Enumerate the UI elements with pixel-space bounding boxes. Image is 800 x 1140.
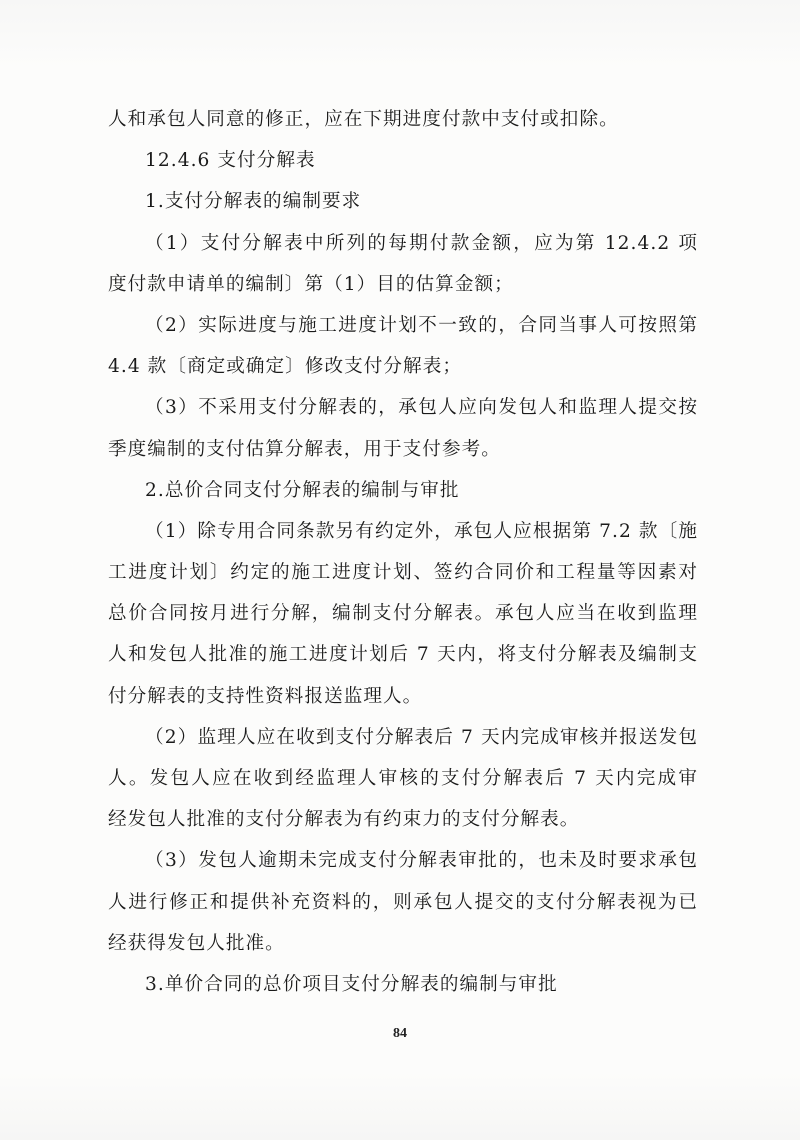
subsection-heading: 1.支付分解表的编制要求 xyxy=(145,191,362,213)
text-line: 付分解表的支持性资料报送监理人。 xyxy=(108,685,423,707)
text-line: 人和承包人同意的修正，应在下期进度付款中支付或扣除。 xyxy=(108,109,619,130)
text-line: 季度编制的支付估算分解表，用于支付参考。 xyxy=(108,438,501,460)
text-line: （3）不采用支付分解表的，承包人应向发包人和监理人提交按 xyxy=(145,397,698,419)
text-line: 4.4 款〔商定或确定〕修改支付分解表； xyxy=(108,356,462,378)
text-line: （2）监理人应在收到支付分解表后 7 天内完成审核并报送发包 xyxy=(145,726,698,748)
text-line: 经获得发包人批准。 xyxy=(108,932,285,954)
text-line: （1）支付分解表中所列的每期付款金额，应为第 12.4.2 项 xyxy=(145,232,698,254)
text-line: 度付款申请单的编制〕第（1）目的估算金额； xyxy=(108,273,514,295)
section-heading: 12.4.6 支付分解表 xyxy=(145,150,316,172)
subsection-heading: 2.总价合同支付分解表的编制与审批 xyxy=(145,479,460,501)
text-line: 总价合同按月进行分解，编制支付分解表。承包人应当在收到监理 xyxy=(108,603,698,625)
document-body xyxy=(108,99,698,1005)
text-line: 人进行修正和提供补充资料的，则承包人提交的支付分解表视为已 xyxy=(108,891,698,913)
page-number: 84 xyxy=(393,1026,407,1041)
text-line: 工进度计划〕约定的施工进度计划、签约合同价和工程量等因素对 xyxy=(108,562,698,584)
subsection-heading: 3.单价合同的总价项目支付分解表的编制与审批 xyxy=(145,973,558,995)
text-line: 人。发包人应在收到经监理人审核的支付分解表后 7 天内完成审 xyxy=(108,768,698,789)
text-line: 经发包人批准的支付分解表为有约束力的支付分解表。 xyxy=(108,809,580,831)
text-line: （2）实际进度与施工进度计划不一致的，合同当事人可按照第 xyxy=(145,314,698,336)
text-line: （1）除专用合同条款另有约定外，承包人应根据第 7.2 款〔施 xyxy=(145,520,698,542)
text-line: （3）发包人逾期未完成支付分解表审批的，也未及时要求承包 xyxy=(145,850,698,872)
text-line: 人和发包人批准的施工进度计划后 7 天内，将支付分解表及编制支 xyxy=(108,644,698,666)
